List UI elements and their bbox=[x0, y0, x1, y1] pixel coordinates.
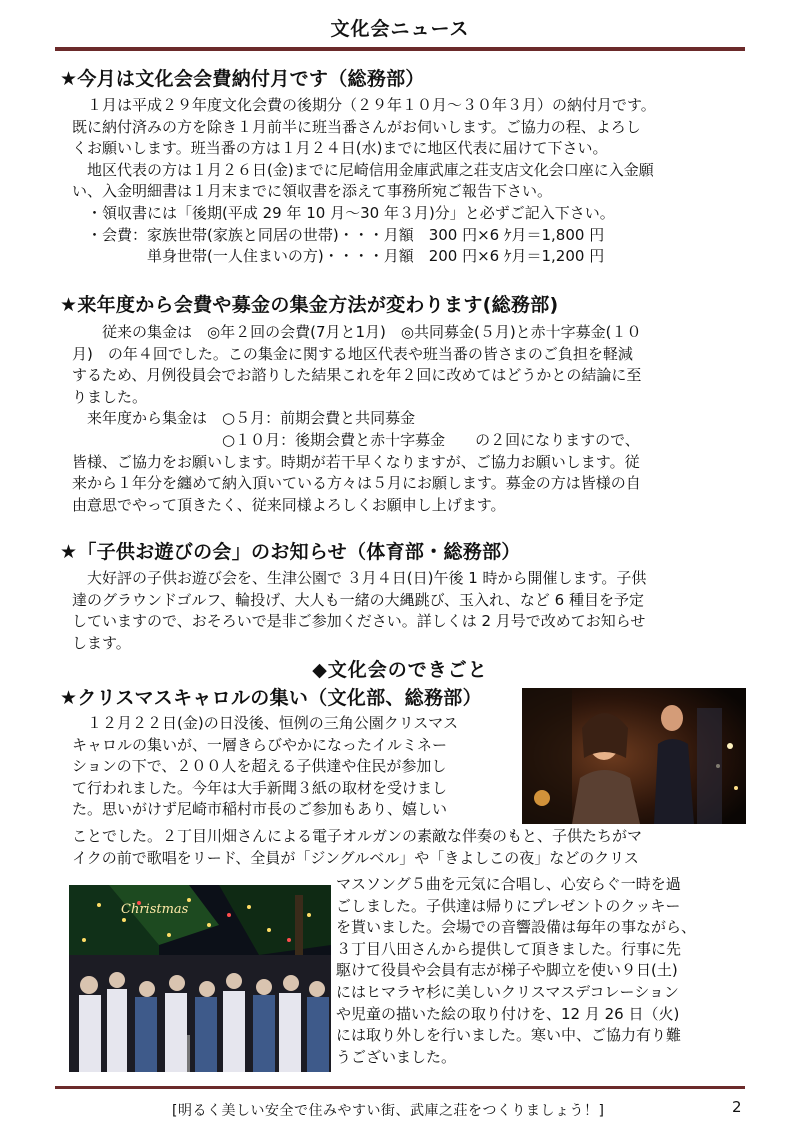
section-body-collection-change bbox=[72, 322, 748, 516]
text-line: ・領収書には「後期(平成 29 年 10 月〜30 年３月)分」と必ずご記入下さい。 bbox=[72, 203, 615, 222]
christmas-text-right bbox=[336, 874, 748, 1068]
footer-slogan: [明るく美しい安全で住みやすい街、武庫之荘をつくりましょう！] bbox=[172, 1103, 605, 1119]
text-line: します。 bbox=[72, 633, 131, 652]
text-line: ごしました。子供達は帰りにプレゼントのクッキー bbox=[336, 896, 681, 915]
text-line: 来から１年分を纏めて納入頂いている方々は５月にお願します。募金の方は皆様の自 bbox=[72, 474, 641, 493]
text-line: うございました。 bbox=[336, 1047, 457, 1066]
text-line: ションの下で、２００人を超える子供達や住民が参加し bbox=[72, 757, 447, 776]
christmas-sign-text: Christmas bbox=[121, 902, 189, 917]
section-heading-fee-month: ★今月は文化会会費納付月です（総務部） bbox=[60, 68, 425, 90]
text-line: ３丁目八田さんから提供して頂きました。行事に先 bbox=[336, 939, 682, 958]
text-line: 来年度から集金は ○５月：前期会費と共同募金 bbox=[72, 409, 416, 428]
text-line: するため、月例役員会でお諮りした結果これを年２回に改めてはどうかとの結論に至 bbox=[72, 366, 642, 385]
text-line: 大好評の子供お遊び会を、生津公園で ３月４日(日)午後 1 時から開催します。子供 bbox=[72, 569, 647, 587]
text-line: ことでした。２丁目川畑さんによる電子オルガンの素敵な伴奏のもと、子供たちがマ bbox=[72, 827, 643, 845]
section-heading-kids-play: ★「子供お遊びの会」のお知らせ（体育部・総務部） bbox=[60, 541, 521, 563]
events-heading: ◆文化会のできごと bbox=[312, 659, 488, 681]
footer-divider bbox=[55, 1086, 745, 1089]
section-body-fee-month bbox=[72, 95, 748, 268]
text-line: １２月２２日(金)の日没後、恒例の三角公園クリスマス bbox=[72, 714, 459, 732]
text-line: 月) の年４回でした。この集金に関する地区代表や班当番の皆さまのご負担を軽減 bbox=[72, 344, 633, 363]
christmas-text-top bbox=[72, 713, 522, 821]
photo-singer bbox=[522, 688, 746, 824]
text-line: １月は平成２９年度文化会費の後期分（２９年１０月〜３０年３月）の納付月です。 bbox=[72, 96, 656, 114]
page-title: 文化会ニュース bbox=[330, 18, 470, 40]
section-heading-collection-change: ★来年度から会費や募金の集金方法が変わります(総務部) bbox=[60, 294, 559, 316]
text-line: て行われました。今年は大手新聞３紙の取材を受けまし bbox=[72, 778, 448, 797]
text-line: 単身世帯(一人住まいの方)・・・・月額 200 円×6 ｹ月＝1,200 円 bbox=[72, 247, 605, 266]
text-line: マスソング５曲を元気に合唱し、心安らぐ一時を過 bbox=[336, 875, 681, 893]
text-line: や児童の描いた絵の取り付けを、12 月 26 日（火) bbox=[336, 1004, 680, 1023]
text-line: にはヒマラヤ杉に美しいクリスマスデコレーション bbox=[336, 982, 679, 1001]
text-line: ・会費：家族世帯(家族と同居の世帯)・・・月額 300 円×6 ｹ月＝1,800 円 bbox=[72, 225, 605, 244]
page-number: 2 bbox=[732, 1098, 742, 1116]
text-line: 駆けて役員や会員有志が梯子や脚立を使い９日(土) bbox=[336, 961, 678, 980]
text-line: 皆様、ご協力をお願いします。時期が若干早くなりますが、ご協力お願いします。従 bbox=[72, 452, 640, 471]
photo-christmas-crowd bbox=[69, 885, 331, 1072]
text-line: 由意思でやって頂きたく、従来同様よろしくお願申し上げます。 bbox=[72, 495, 506, 514]
text-line: た。思いがけず尼崎市稲村市長のご参加もあり、嬉しい bbox=[72, 800, 448, 819]
text-line: 既に納付済みの方を除き１月前半に班当番さんがお伺いします。ご協力の程、よろし bbox=[72, 117, 641, 136]
text-line: 従来の集金は ◎年２回の会費(7月と1月) ◎共同募金(５月)と赤十字募金(１０ bbox=[72, 323, 642, 341]
text-line: くお願いします。班当番の方は１月２４日(水)までに地区代表に届けて下さい。 bbox=[72, 139, 608, 158]
text-line: イクの前で歌唱をリード、全員が「ジングルベル」や「きよしこの夜」などのクリス bbox=[72, 848, 639, 867]
text-line: ○１０月：後期会費と赤十字募金 の２回になりますので、 bbox=[72, 430, 640, 449]
text-line: キャロルの集いが、一層きらびやかになったイルミネー bbox=[72, 735, 448, 754]
text-line: りました。 bbox=[72, 387, 148, 406]
text-line: い、入金明細書は１月末までに領収書を添えて事務所宛ご報告下さい。 bbox=[72, 182, 553, 201]
text-line: 達のグラウンドゴルフ、輪投げ、大人も一緒の大縄跳び、玉入れ、など 6 種目を予定 bbox=[72, 590, 644, 609]
text-line: 地区代表の方は１月２６日(金)までに尼崎信用金庫武庫之荘支店文化会口座に入金願 bbox=[72, 160, 654, 179]
text-line: には取り外しを行いました。寒い中、ご協力有り難 bbox=[336, 1026, 682, 1045]
christmas-text-full bbox=[72, 826, 748, 869]
text-line: していますので、おそろいで是非ご参加ください。詳しくは 2 月号で改めてお知らせ bbox=[72, 612, 646, 631]
text-line: を貰いました。会場での音響設備は毎年の事ながら、 bbox=[336, 918, 697, 937]
header-divider bbox=[55, 47, 745, 51]
section-body-kids-play bbox=[72, 568, 748, 654]
christmas-carol-heading: ★クリスマスキャロルの集い（文化部、総務部） bbox=[60, 687, 482, 709]
